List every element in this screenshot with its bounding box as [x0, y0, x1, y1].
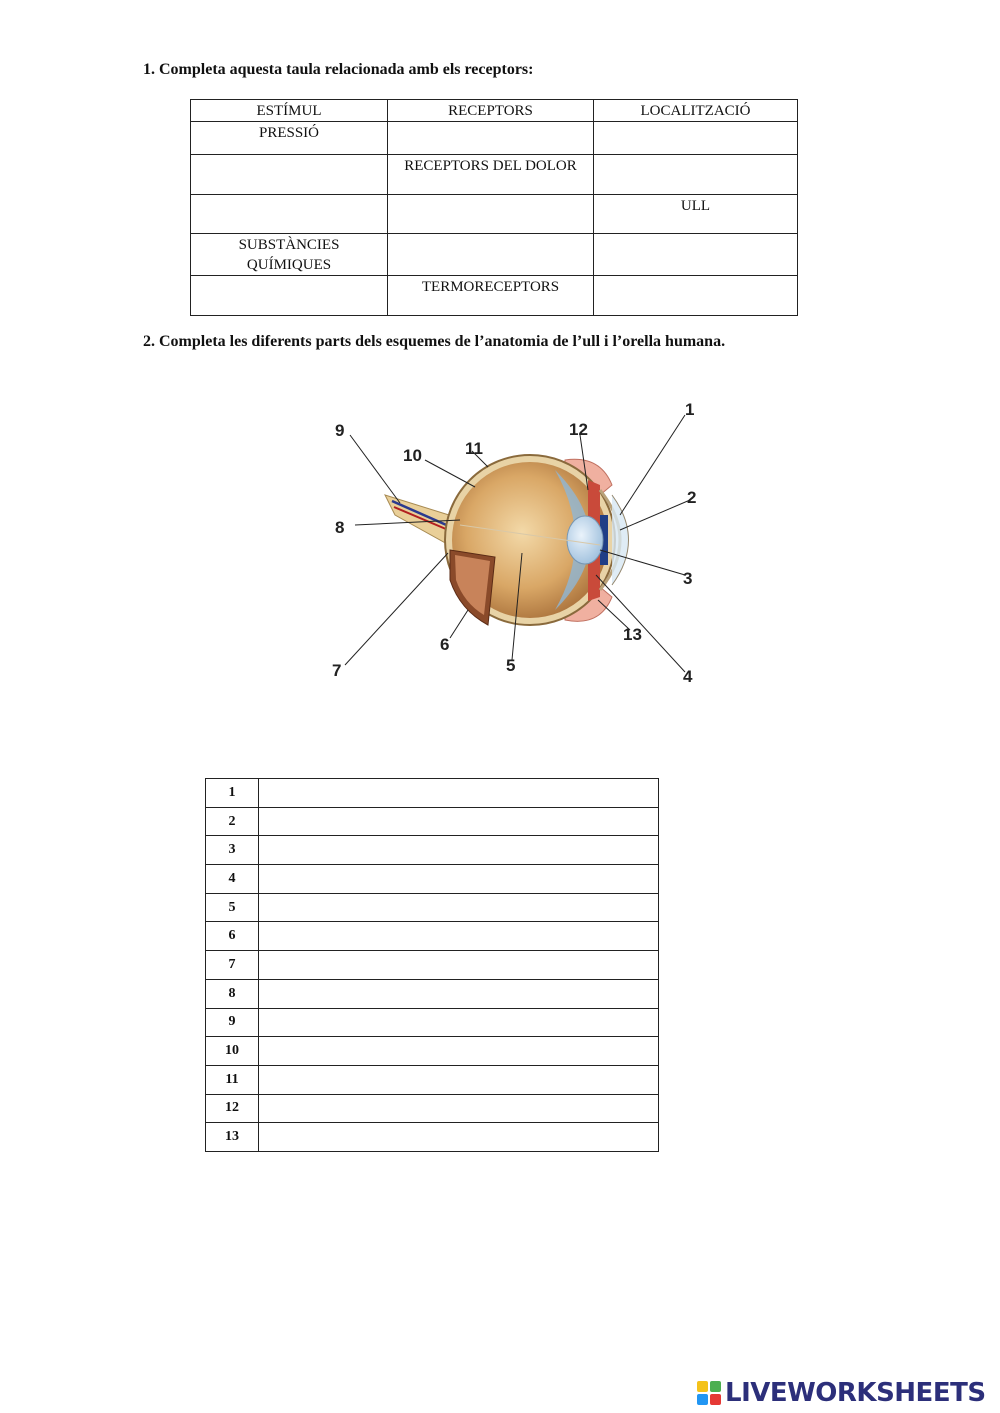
row-number: 7 [206, 951, 259, 980]
logo-grid-icon [697, 1381, 721, 1405]
table-row [191, 276, 798, 316]
answer-cell[interactable] [259, 779, 659, 808]
eye-label-9: 9 [335, 421, 345, 440]
cell-receptors[interactable] [388, 234, 594, 276]
row-number: 11 [206, 1065, 259, 1094]
cell-estimul[interactable] [191, 195, 388, 234]
header-receptors: RECEPTORS [388, 100, 594, 122]
row-number: 3 [206, 836, 259, 865]
cell-receptors[interactable] [388, 195, 594, 234]
table-row [206, 979, 659, 1008]
liveworksheets-logo [697, 1378, 986, 1408]
receptor-table-header [191, 100, 798, 122]
table-row [206, 1037, 659, 1066]
table-row [206, 865, 659, 894]
answer-cell[interactable] [259, 1065, 659, 1094]
answer-cell[interactable] [259, 922, 659, 951]
eye-label-2: 2 [687, 488, 697, 507]
cell-receptors[interactable] [388, 122, 594, 155]
cell-estimul[interactable] [191, 155, 388, 195]
cell-receptors: TERMORECEPTORS [388, 276, 594, 316]
header-estimul: ESTÍMUL [191, 100, 388, 122]
eye-label-7: 7 [332, 661, 342, 680]
row-number: 10 [206, 1037, 259, 1066]
table-row [206, 1123, 659, 1152]
row-number: 9 [206, 1008, 259, 1037]
eye-label-12: 12 [569, 420, 588, 439]
eye-label-11: 11 [465, 439, 483, 458]
row-number: 8 [206, 979, 259, 1008]
header-localitzacio: LOCALITZACIÓ [594, 100, 798, 122]
eye-label-5: 5 [506, 656, 516, 675]
row-number: 6 [206, 922, 259, 951]
cell-localitzacio[interactable] [594, 122, 798, 155]
cell-estimul: PRESSIÓ [191, 122, 388, 155]
eye-label-1: 1 [685, 400, 695, 419]
answer-cell[interactable] [259, 979, 659, 1008]
eye-label-3: 3 [683, 569, 693, 588]
answer-cell[interactable] [259, 807, 659, 836]
row-number: 4 [206, 865, 259, 894]
cell-localitzacio[interactable] [594, 155, 798, 195]
answer-cell[interactable] [259, 951, 659, 980]
row-number: 12 [206, 1094, 259, 1123]
eye-label-6: 6 [440, 635, 450, 654]
table-row [206, 836, 659, 865]
answer-cell[interactable] [259, 1123, 659, 1152]
answer-cell[interactable] [259, 1037, 659, 1066]
eye-label-13: 13 [623, 625, 642, 644]
table-row [191, 122, 798, 155]
cell-estimul[interactable] [191, 276, 388, 316]
brand-text: LIVEWORKSHEETS [725, 1378, 986, 1408]
answer-table [205, 778, 659, 1152]
table-row [191, 234, 798, 276]
question-1-title: 1. Completa aquesta taula relacionada amb els receptors: [143, 61, 534, 78]
row-number: 1 [206, 779, 259, 808]
receptor-table [190, 99, 798, 316]
table-row [206, 807, 659, 836]
answer-cell[interactable] [259, 1094, 659, 1123]
answer-cell[interactable] [259, 1008, 659, 1037]
cell-localitzacio: ULL [594, 195, 798, 234]
row-number: 5 [206, 893, 259, 922]
eye-label-4: 4 [683, 667, 693, 686]
eye-label-8: 8 [335, 518, 345, 537]
table-row [206, 1008, 659, 1037]
table-row [206, 1094, 659, 1123]
table-row [206, 779, 659, 808]
cell-estimul: SUBSTÀNCIES QUÍMIQUES [191, 234, 388, 276]
cell-receptors: RECEPTORS DEL DOLOR [388, 155, 594, 195]
question-2-title: 2. Completa les diferents parts dels esquemes de l’anatomia de l’ull i l’orella humana. [143, 333, 726, 350]
answer-cell[interactable] [259, 893, 659, 922]
cell-localitzacio[interactable] [594, 234, 798, 276]
table-row [206, 1065, 659, 1094]
answer-cell[interactable] [259, 836, 659, 865]
table-row [206, 951, 659, 980]
table-row [191, 155, 798, 195]
table-row [191, 195, 798, 234]
answer-cell[interactable] [259, 865, 659, 894]
table-row [206, 893, 659, 922]
row-number: 13 [206, 1123, 259, 1152]
eye-label-10: 10 [403, 446, 422, 465]
cell-localitzacio[interactable] [594, 276, 798, 316]
table-row [206, 922, 659, 951]
row-number: 2 [206, 807, 259, 836]
eye-anatomy-diagram [300, 375, 740, 715]
